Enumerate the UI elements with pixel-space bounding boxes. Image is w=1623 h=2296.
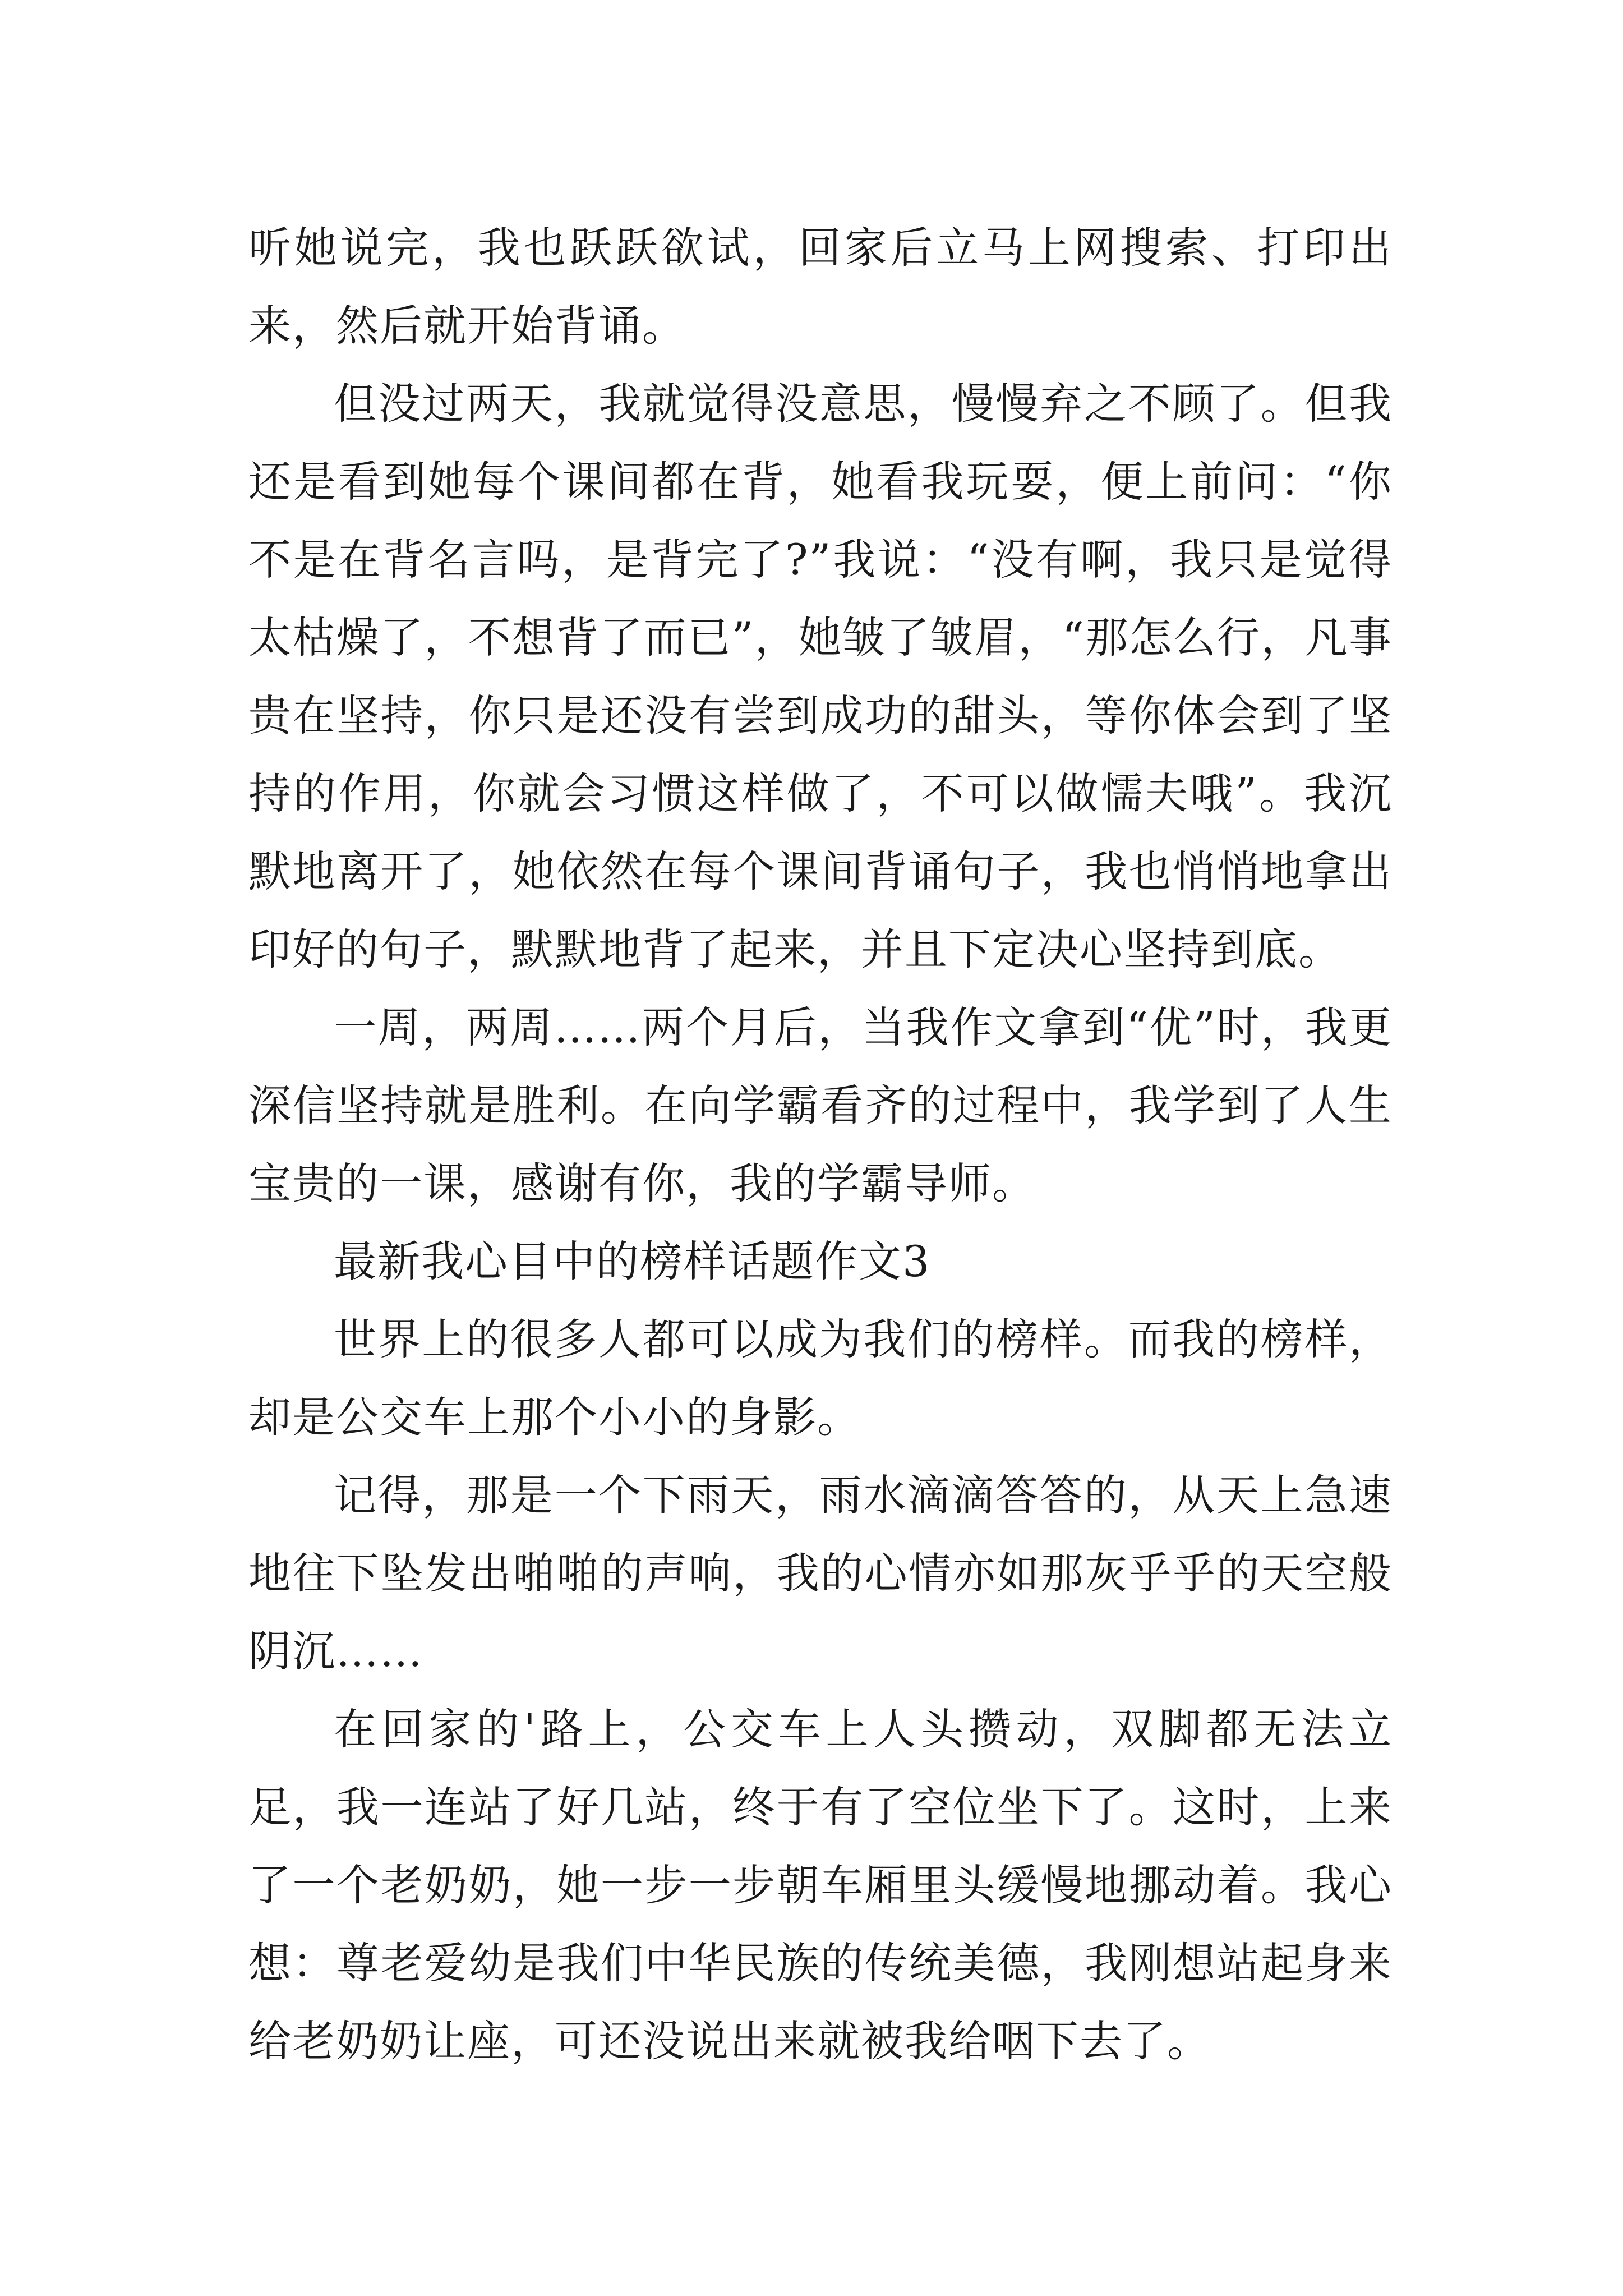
article-body	[248, 209, 1393, 2080]
paragraph: 记得，那是一个下雨天，雨水滴滴答答的，从天上急速地往下坠发出啪啪的声响，我的心情亦如那灰乎乎的天空般阴沉……	[248, 1470, 1393, 1676]
paragraph: 但没过两天，我就觉得没意思，慢慢弃之不顾了。但我还是看到她每个课间都在背，她看我玩耍，便上前问：“你不是在背名言吗，是背完了?”我说：“没有啊，我只是觉得太枯燥了，不想背了而已”，她皱了皱眉，“那怎么行，凡事贵在坚持，你只是还没有尝到成功的甜头，等你体会到了坚持的作用，你就会习惯这样做了，不可以做懦夫哦”。我沉默地离开了，她依然在每个课间背诵句子，我也悄悄地拿出印好的句子，默默地背了起来，并且下定决心坚持到底。	[248, 379, 1393, 974]
paragraph: 在回家的'路上，公交车上人头攒动，双脚都无法立足，我一连站了好几站，终于有了空位坐下了。这时，上来了一个老奶奶，她一步一步朝车厢里头缓慢地挪动着。我心想：尊老爱幼是我们中华民族的传统美德，我刚想站起身来给老奶奶让座，可还没说出来就被我给咽下去了。	[248, 1704, 1393, 2066]
paragraph: 听她说完，我也跃跃欲试，回家后立马上网搜索、打印出来，然后就开始背诵。	[248, 223, 1393, 351]
paragraph: 世界上的很多人都可以成为我们的榜样。而我的榜样，却是公交车上那个小小的身影。	[248, 1314, 1393, 1442]
paragraph: 一周，两周……两个月后，当我作文拿到“优”时，我更深信坚持就是胜利。在向学霸看齐的过程中，我学到了人生宝贵的一课，感谢有你，我的学霸导师。	[248, 1002, 1393, 1208]
section-title: 最新我心目中的榜样话题作文3	[334, 1236, 931, 1286]
